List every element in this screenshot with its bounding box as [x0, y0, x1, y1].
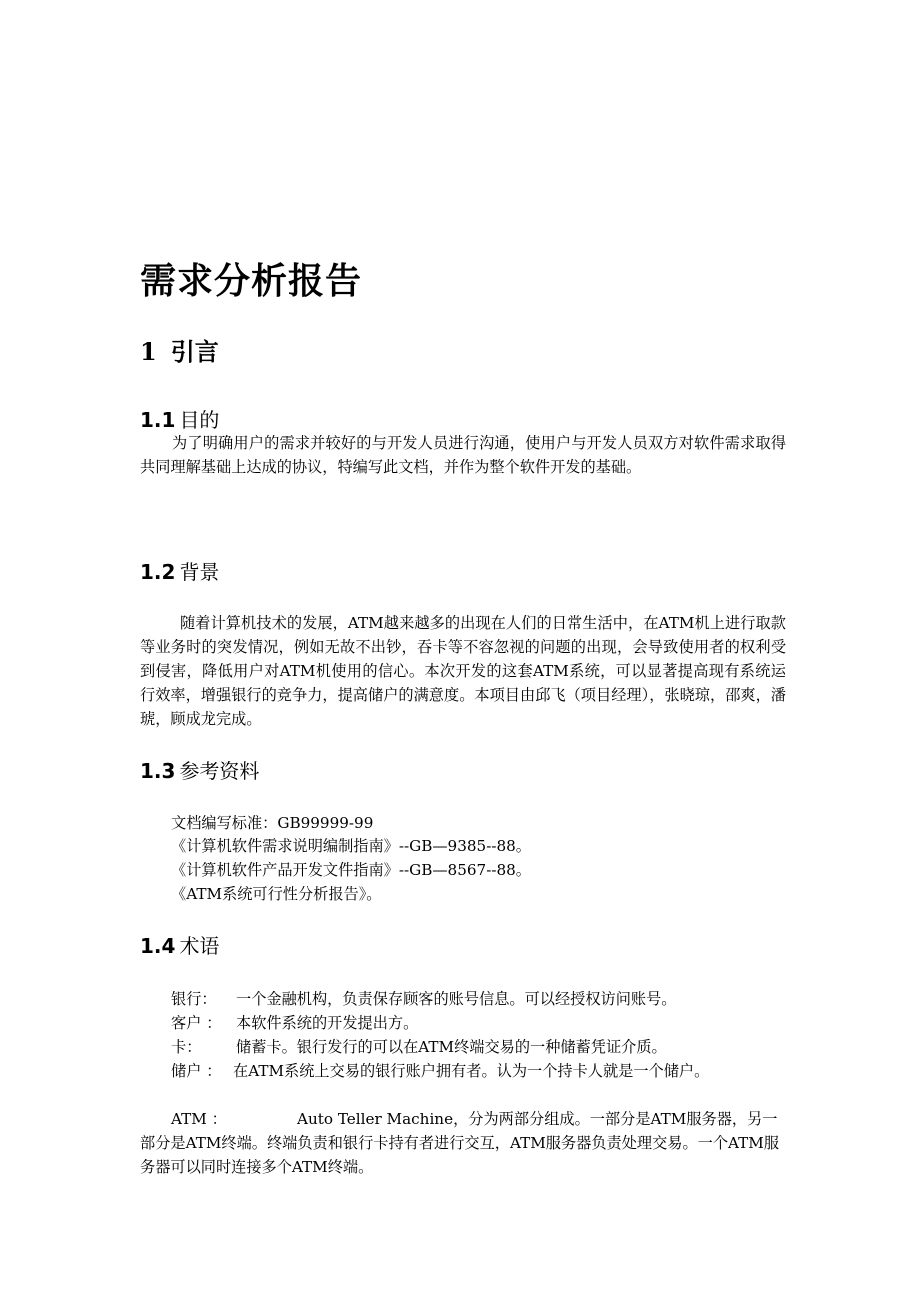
- term-definition: 一个金融机构，负责保存顾客的账号信息。可以经授权访问账号。: [236, 990, 677, 1008]
- glossary-term: [140, 1011, 786, 1035]
- term-name: 银行：: [171, 990, 217, 1008]
- subsection-number: 1.3: [140, 759, 176, 783]
- glossary-term: [140, 1035, 786, 1059]
- subsection-title: 目的: [179, 408, 220, 432]
- reference-item: 文档编写标准：GB99999-99: [171, 814, 374, 832]
- reference-item: 《计算机软件需求说明编制指南》--GB—9385--88。: [171, 837, 531, 855]
- term-name: 客户 ：: [171, 1014, 222, 1032]
- subsection-heading-background: [140, 558, 219, 586]
- subsection-heading-purpose: [140, 406, 219, 434]
- subsection-heading-glossary: [140, 932, 219, 960]
- subsection-number: 1.1: [140, 408, 176, 432]
- glossary-term: [140, 1059, 786, 1083]
- subsection-number: 1.2: [140, 560, 176, 584]
- subsection-title: 参考资料: [179, 759, 260, 783]
- term-definition: Auto Teller Machine，分为两部分组成。一部分是ATM服务器，另一部分是ATM终端。终端负责和银行卡持有者进行交互，ATM服务器负责处理交易。一个ATM服务器可以同时连接多个ATM终端。: [140, 1110, 780, 1176]
- subsection-heading-references: [140, 757, 259, 785]
- glossary-term: [140, 987, 786, 1011]
- section-number: 1: [140, 337, 157, 366]
- term-definition: 储蓄卡。银行发行的可以在ATM终端交易的一种储蓄凭证介质。: [236, 1038, 667, 1056]
- subsection-title: 术语: [179, 934, 220, 958]
- term-name: 储户 ：: [171, 1062, 222, 1080]
- reference-item: 《计算机软件产品开发文件指南》--GB—8567--88。: [171, 861, 531, 879]
- reference-item: 《ATM系统可行性分析报告》。: [171, 885, 382, 903]
- term-name: ATM ：: [171, 1110, 227, 1128]
- subsection-number: 1.4: [140, 934, 176, 958]
- glossary-term: [140, 1107, 786, 1179]
- purpose-paragraph: 为了明确用户的需求并较好的与开发人员进行沟通，使用户与开发人员双方对软件需求取得共同理解基础上达成的协议，特编写此文档，并作为整个软件开发的基础。: [140, 434, 786, 476]
- document-title: 需求分析报告: [140, 261, 363, 302]
- term-definition: 在ATM系统上交易的银行账户拥有者。认为一个持卡人就是一个储户。: [233, 1062, 710, 1080]
- section-title: 引言: [170, 337, 219, 366]
- term-name: 卡：: [171, 1038, 202, 1056]
- section-heading-intro: [140, 336, 219, 368]
- term-definition: 本软件系统的开发提出方。: [236, 1014, 419, 1032]
- background-paragraph: 随着计算机技术的发展，ATM越来越多的出现在人们的日常生活中，在ATM机上进行取款等业务时的突发情况，例如无故不出钞，吞卡等不容忽视的问题的出现，会导致使用者的权利受到侵害，降低用户对ATM机使用的信心。本次开发的这套ATM系统，可以显著提高现有系统运行效率，增强银行的竞争力，提高储户的满意度。本项目由邱飞（项目经理），张晓琼，邵爽，潘琥，顾成龙完成。: [140, 614, 786, 728]
- subsection-title: 背景: [179, 560, 220, 584]
